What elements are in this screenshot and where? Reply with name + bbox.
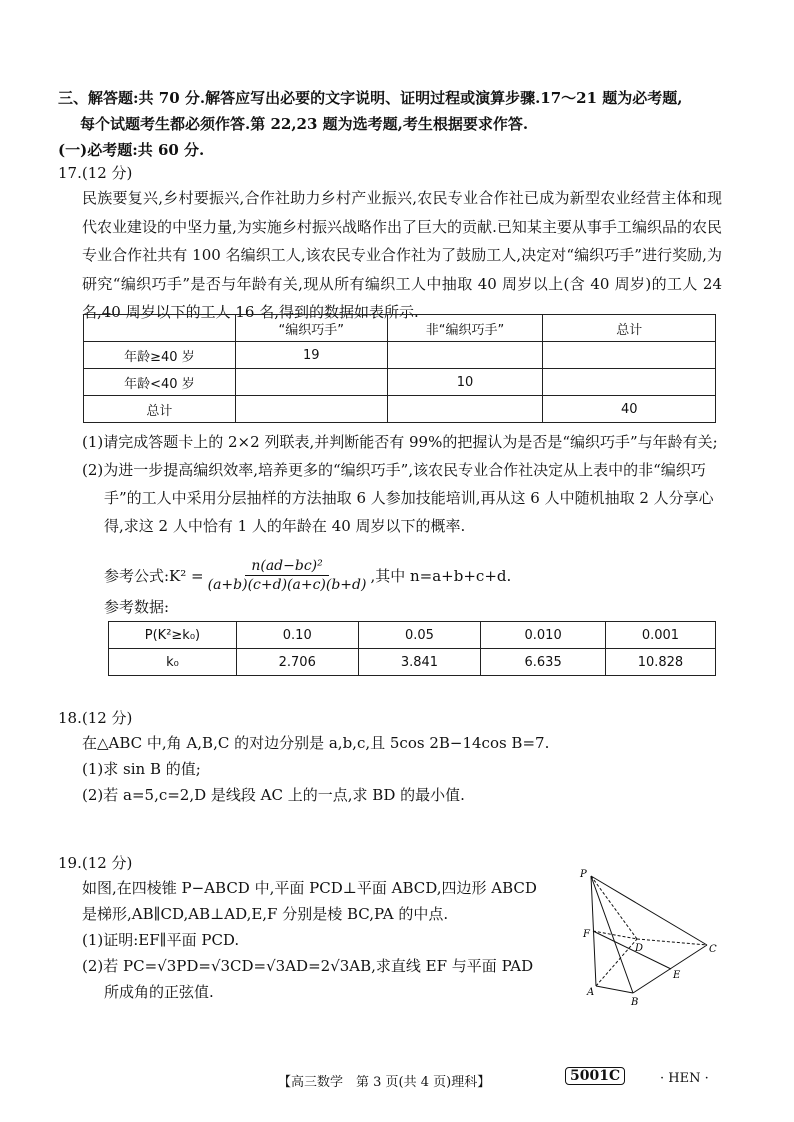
table-row (84, 369, 716, 396)
table-cell: 0.10 (236, 622, 358, 649)
table-row (84, 342, 716, 369)
q17-ref-label: 参考数据: (104, 598, 170, 616)
label-F: F (583, 929, 590, 940)
label-A: A (587, 987, 595, 998)
table-cell: 10.828 (605, 649, 715, 676)
table-cell: 10 (387, 369, 543, 396)
q18-part2: (2)若 a=5,c=2,D 是线段 AC 上的一点,求 BD 的最小值. (82, 786, 465, 804)
q19-part2-line2: 所成角的正弦值. (104, 983, 214, 1001)
formula-fraction (208, 558, 367, 593)
table-cell: 2.706 (236, 649, 358, 676)
table-row (109, 649, 716, 676)
table-row (109, 622, 716, 649)
section-header-line1: 三、解答题:共 70 分.解答应写出必要的文字说明、证明过程或演算步骤.17～21 题为必考题, (58, 89, 683, 107)
table-cell: 6.635 (481, 649, 606, 676)
q19-part1: (1)证明:EF∥平面 PCD. (82, 931, 240, 949)
edge-PD (591, 876, 637, 939)
table-cell (543, 342, 716, 369)
footer-code-box (565, 1068, 625, 1084)
edge-DC (637, 939, 707, 945)
footer-region: · HEN · (660, 1071, 709, 1086)
segment-FE (593, 931, 671, 969)
pyramid-figure (575, 865, 725, 1015)
table-row (84, 396, 716, 423)
table-cell: 总计 (84, 396, 236, 423)
table-header-row (84, 315, 716, 342)
required-section-label: (一)必考题:共 60 分. (58, 141, 205, 159)
table-cell (387, 396, 543, 423)
table-cell: 19 (235, 342, 387, 369)
label-D: D (635, 943, 644, 954)
table-cell (387, 342, 543, 369)
table-cell: 40 (543, 396, 716, 423)
table-cell: 非“编织巧手” (387, 315, 543, 342)
table-cell (84, 315, 236, 342)
label-C: C (709, 944, 717, 955)
q17-part2: (2)为进一步提高编织效率,培养更多的“编织巧手”,该农民专业合作社决定从上表中的非“编织巧手”的工人中采用分层抽样的方法抽取 6 人参加技能培训,再从这 6 人中随机抽取 2 人分享心得,求这 2 人中恰有 1 人的年龄在 40 周岁以下的概率. (82, 461, 714, 535)
formula-numerator: n(ad−bc)² (245, 558, 328, 576)
q18-text: 在△ABC 中,角 A,B,C 的对边分别是 a,b,c,且 5cos 2B−14cos B=7. (82, 734, 550, 752)
table-cell: “编织巧手” (235, 315, 387, 342)
footer-page-info: 【高三数学 第 3 页(共 4 页)理科】 (278, 1075, 491, 1090)
table-cell (543, 369, 716, 396)
q19-number: 19.(12 分) (58, 854, 133, 872)
q17-formula (104, 558, 511, 593)
q17-reference-table (108, 621, 716, 676)
q19-line1: 如图,在四棱锥 P−ABCD 中,平面 PCD⊥平面 ABCD,四边形 ABCD (82, 879, 537, 897)
q17-part1: (1)请完成答题卡上的 2×2 列联表,并判断能否有 99%的把握认为是否是“编织巧手”与年龄有关; (82, 433, 718, 451)
table-cell: 0.001 (605, 622, 715, 649)
table-cell: 年龄≥40 岁 (84, 342, 236, 369)
label-E: E (673, 970, 681, 981)
q18-number: 18.(12 分) (58, 709, 133, 727)
q19-part2-line1: (2)若 PC=√3PD=√3CD=√3AD=2√3AB,求直线 EF 与平面 PAD (82, 957, 534, 975)
label-B: B (631, 997, 639, 1008)
table-cell (235, 369, 387, 396)
table-cell: 总计 (543, 315, 716, 342)
table-cell: k₀ (109, 649, 237, 676)
edge-PC (591, 876, 707, 945)
formula-label: 参考公式:K² = (104, 567, 204, 585)
q17-number: 17.(12 分) (58, 164, 133, 182)
table-cell: P(K²≥k₀) (109, 622, 237, 649)
q17-parts (82, 428, 722, 540)
edge-PB (591, 876, 633, 993)
table-cell (235, 396, 387, 423)
label-P: P (580, 869, 587, 880)
formula-tail: ,其中 n=a+b+c+d. (370, 567, 512, 585)
q19-line2: 是梯形,AB∥CD,AB⊥AD,E,F 分别是棱 BC,PA 的中点. (82, 905, 449, 923)
table-cell: 0.05 (358, 622, 481, 649)
table-cell: 3.841 (358, 649, 481, 676)
formula-denominator: (a+b)(c+d)(a+c)(b+d) (207, 577, 367, 593)
q17-text: 民族要复兴,乡村要振兴,合作社助力乡村产业振兴,农民专业合作社已成为新型农业经营主体和现代农业建设的中坚力量,为实施乡村振兴战略作出了巨大的贡献.已知某主要从事手工编织品的农民专业合作社共有 100 名编织工人,该农民专业合作社为了鼓励工人,决定对“编织巧手”进行奖励,为研究“编织巧手”是否与年龄有关,现从所有编织工人中抽取 40 周岁以上(含 40 周岁)的工人 24 名,40 周岁以下的工人 16 名,得到的数据如表所示. (82, 189, 722, 321)
section-header-line2: 每个试题考生都必须作答.第 22,23 题为选考题,考生根据要求作答. (80, 115, 529, 133)
edge-AB (596, 986, 633, 993)
segment-FD (593, 931, 637, 939)
table-cell: 0.010 (481, 622, 606, 649)
q18-part1: (1)求 sin B 的值; (82, 760, 201, 778)
footer-code: 5001C (565, 1067, 625, 1085)
q17-contingency-table (83, 314, 716, 423)
table-cell: 年龄<40 岁 (84, 369, 236, 396)
